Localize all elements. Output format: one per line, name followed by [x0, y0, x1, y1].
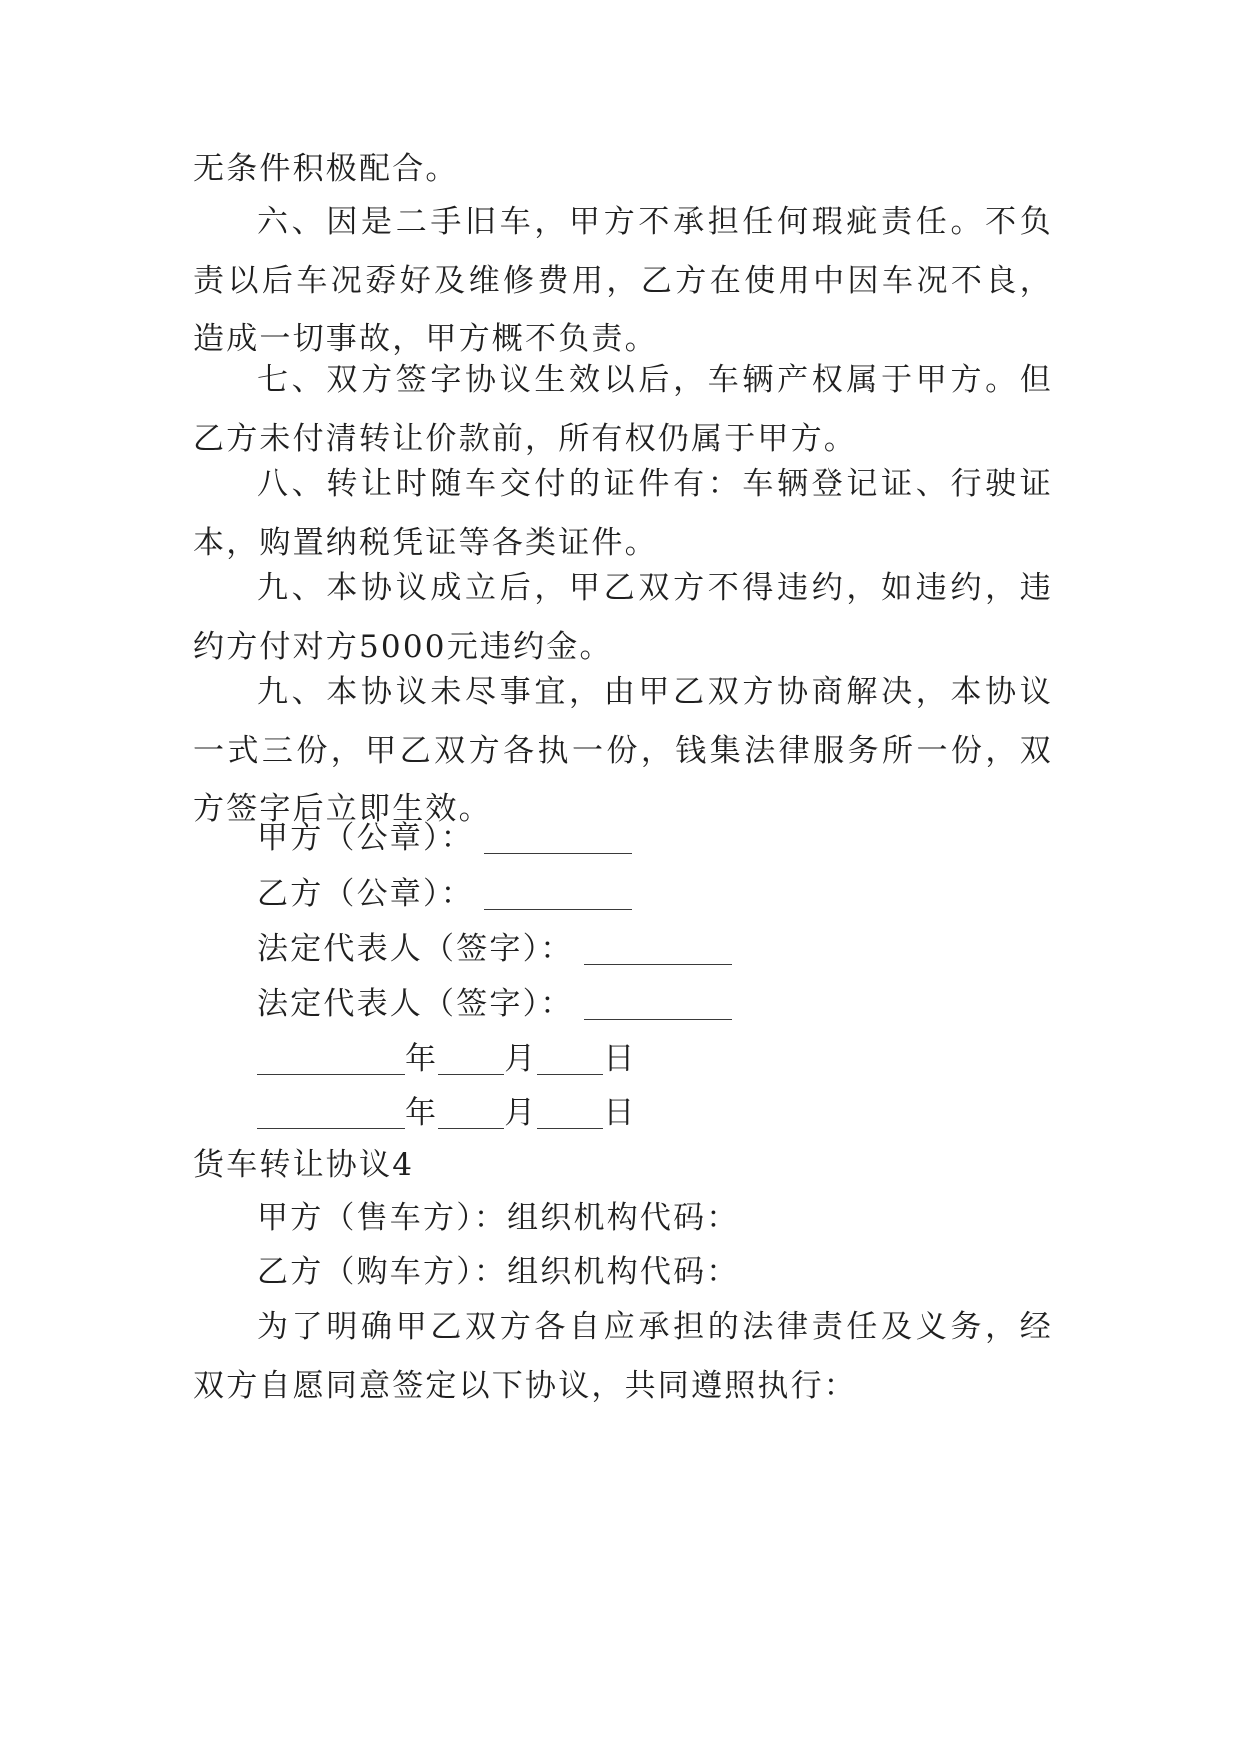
- party-a-seal-blank: [484, 825, 632, 854]
- continuation-paragraph: 无条件积极配合。: [193, 151, 459, 187]
- legal-rep-2-blank: [584, 991, 732, 1020]
- month-blank-2: [438, 1100, 504, 1129]
- day-label-1: 日: [603, 1041, 637, 1077]
- legal-rep-1-label: 法定代表人（签字）：: [257, 931, 574, 967]
- year-blank-1: [257, 1046, 405, 1075]
- month-blank-1: [438, 1046, 504, 1075]
- legal-rep-1-line: [257, 929, 732, 969]
- party-a-seal-line: [257, 818, 632, 858]
- section-title: 货车转让协议4: [193, 1147, 415, 1183]
- day-blank-1: [537, 1046, 603, 1075]
- party-a-seal-label: 甲方（公章）：: [257, 820, 474, 856]
- year-label-2: 年: [405, 1095, 439, 1131]
- party-b-seal-line: [257, 874, 632, 914]
- day-blank-2: [537, 1100, 603, 1129]
- day-label-2: 日: [603, 1095, 637, 1131]
- clause-9b-paragraph: 九、本协议未尽事宜，由甲乙双方协商解决，本协议一式三份，甲乙双方各执一份，钱集法律服务所一份，双方签字后立即生效。: [193, 674, 1053, 827]
- clause-7-paragraph: 七、双方签字协议生效以后，车辆产权属于甲方。但乙方未付清转让价款前，所有权仍属于甲方。: [193, 362, 1053, 457]
- date-line-2: [257, 1093, 637, 1133]
- clause-6-paragraph: 六、因是二手旧车，甲方不承担任何瑕疵责任。不负责以后车况孬好及维修费用，乙方在使用中因车况不良，造成一切事故，甲方概不负责。: [193, 204, 1053, 357]
- year-blank-2: [257, 1100, 405, 1129]
- legal-rep-2-line: [257, 984, 732, 1024]
- buyer-line: 乙方（购车方）：组织机构代码：: [257, 1254, 740, 1290]
- party-b-seal-label: 乙方（公章）：: [257, 876, 474, 912]
- party-b-seal-blank: [484, 881, 632, 910]
- date-line-1: [257, 1039, 637, 1079]
- year-label-1: 年: [405, 1041, 439, 1077]
- clause-8-paragraph: 八、转让时随车交付的证件有：车辆登记证、行驶证本，购置纳税凭证等各类证件。: [193, 466, 1053, 561]
- month-label-1: 月: [504, 1041, 538, 1077]
- preamble-paragraph: 为了明确甲乙双方各自应承担的法律责任及义务，经双方自愿同意签定以下协议，共同遵照执行：: [193, 1309, 1053, 1404]
- legal-rep-2-label: 法定代表人（签字）：: [257, 986, 574, 1022]
- legal-rep-1-blank: [584, 936, 732, 965]
- seller-line: 甲方（售车方）：组织机构代码：: [257, 1200, 740, 1236]
- clause-9a-paragraph: 九、本协议成立后，甲乙双方不得违约，如违约，违约方付对方5000元违约金。: [193, 570, 1053, 665]
- month-label-2: 月: [504, 1095, 538, 1131]
